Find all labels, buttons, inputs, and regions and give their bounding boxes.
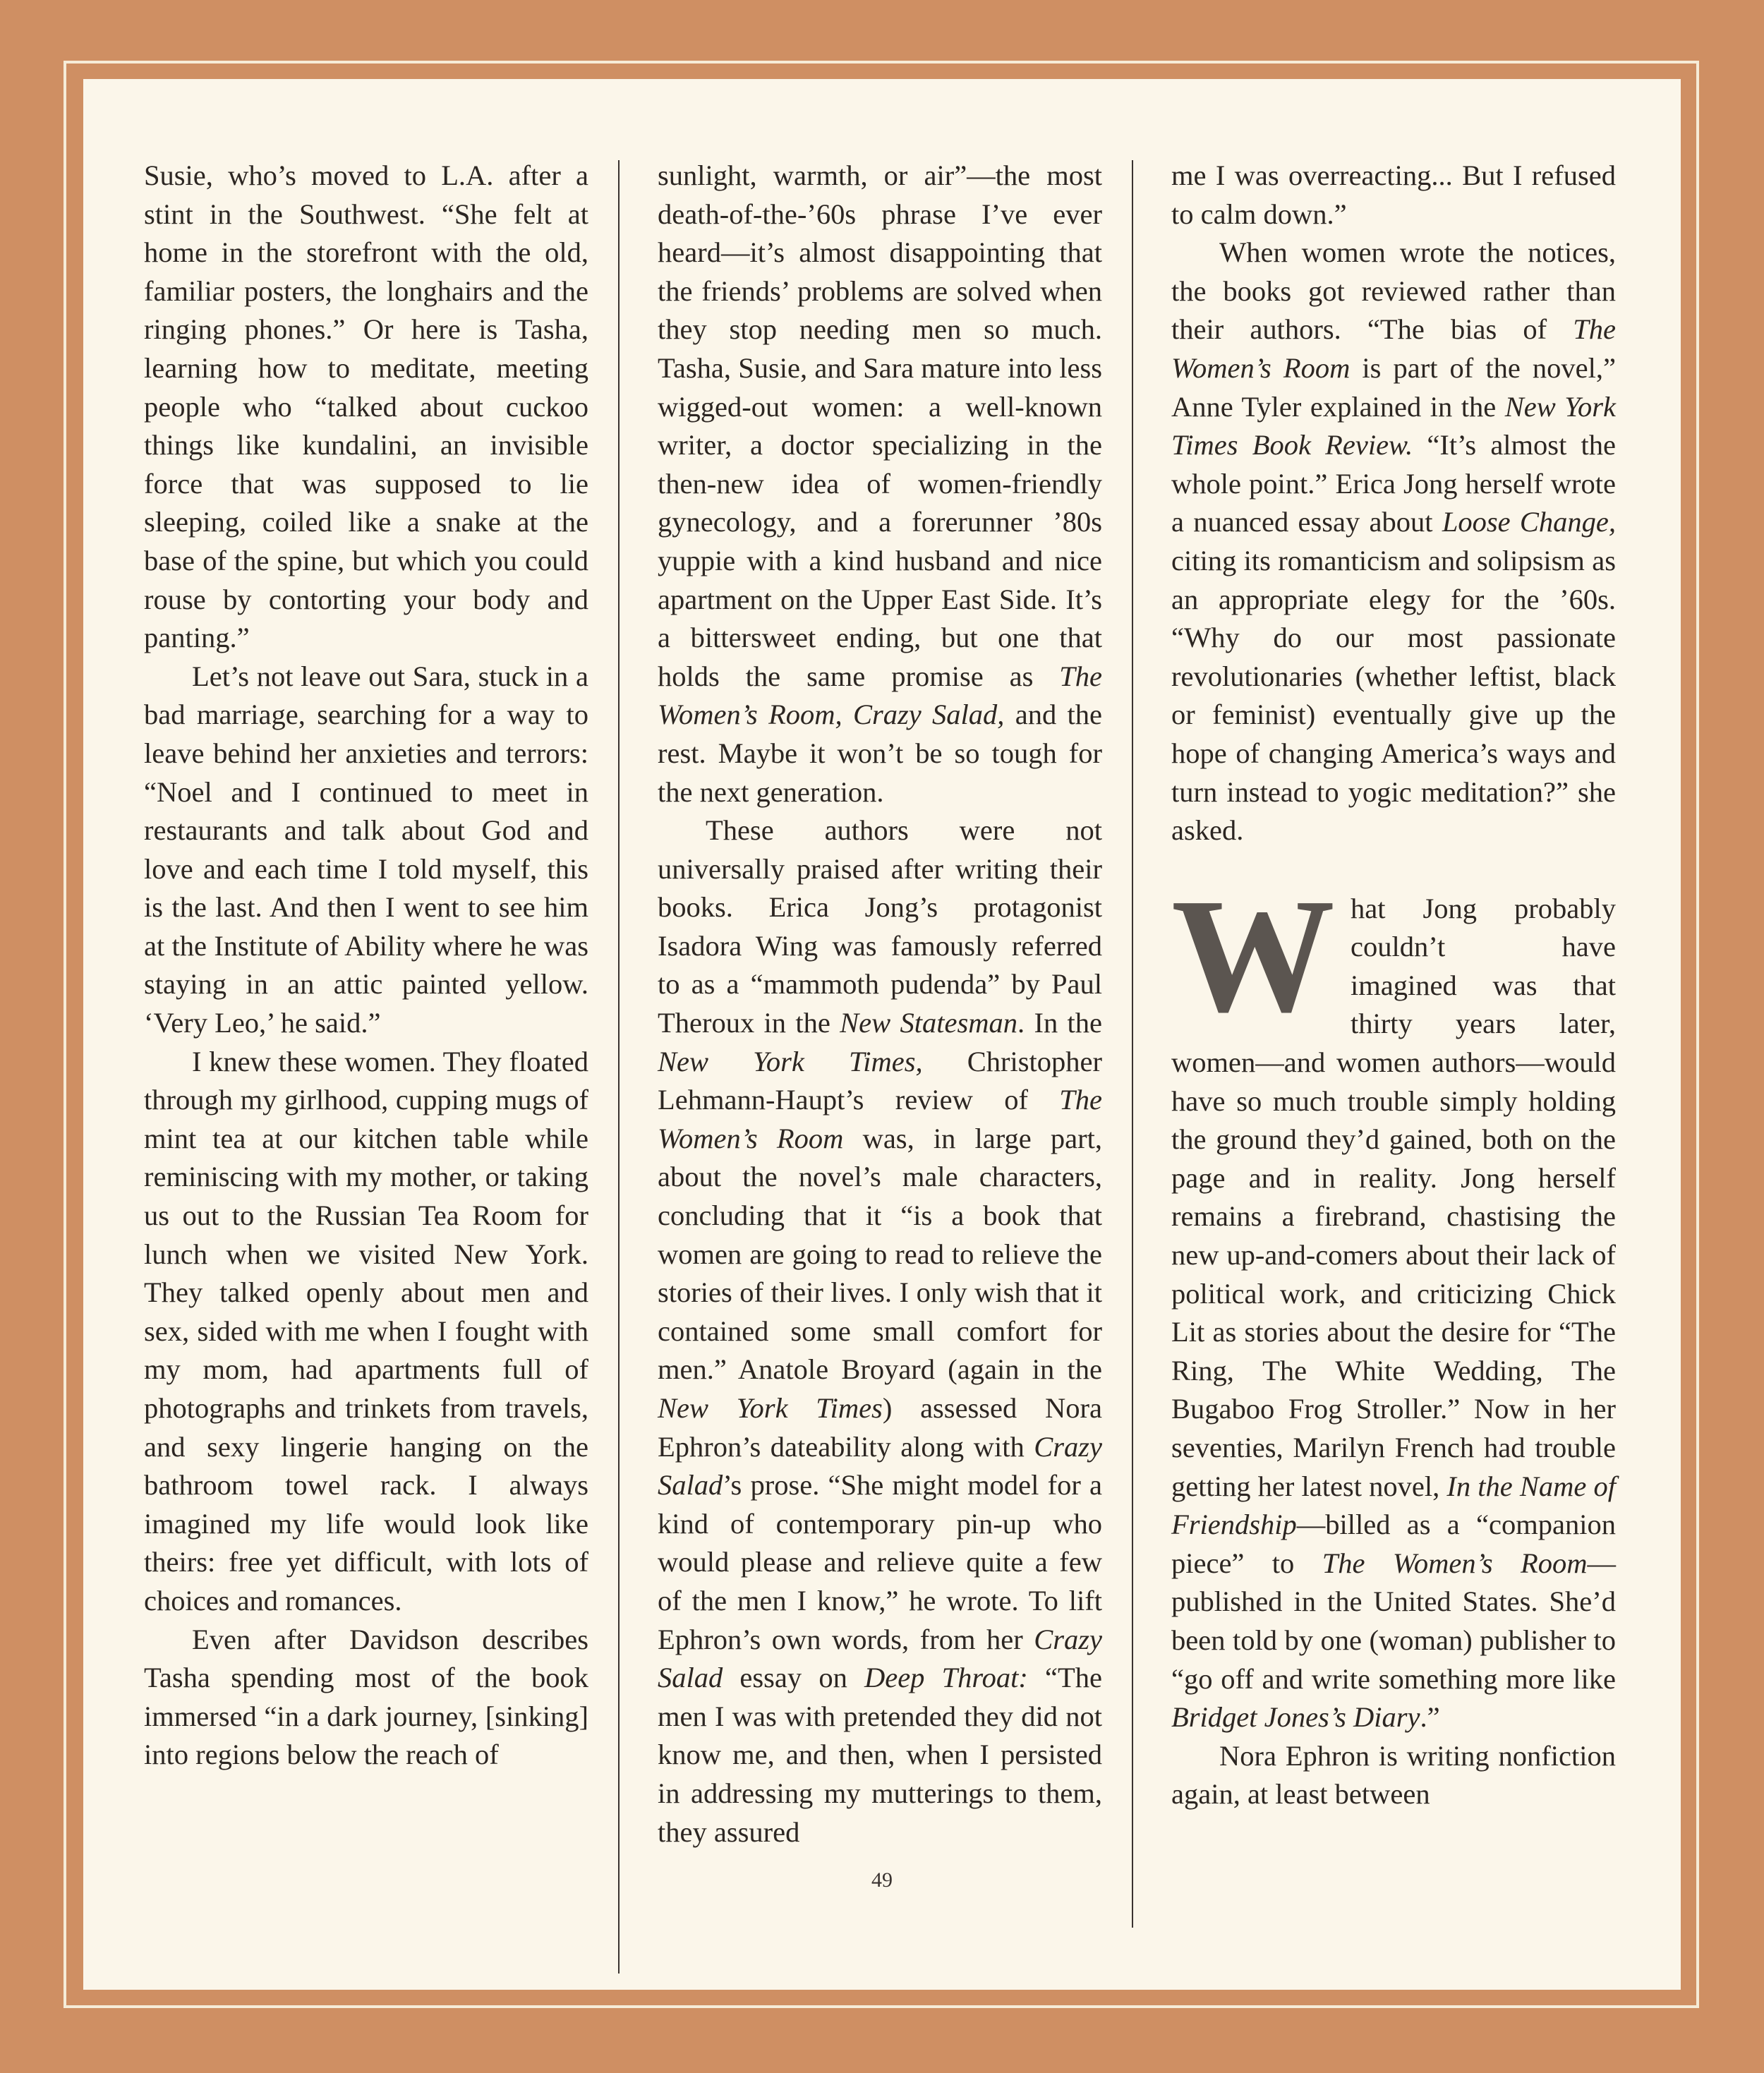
text-run: essay on [723, 1662, 864, 1694]
text-run: “It’s almost the whole point.” Erica Jong herself wrote a nuanced essay about [1171, 429, 1617, 538]
drop-cap: W [1171, 864, 1335, 1046]
text-column-3 [1171, 157, 1616, 1963]
text-run: sunlight, warmth, or air”—the most death-of-the-’60s phrase I’ve ever heard—it’s almost disappointing that the friends’ problems are solved when they stop needing men so much. Tasha, Susie, and Sara mature into less wigged-out women: a well-known writer, a doctor specializing in the then-new idea of women-friendly gynecology, and a forerunner ’80s yuppie with a kind husband and nice apartment on the Upper East Side. It’s a bittersweet ending, but one that holds the same promise as [658, 159, 1102, 692]
book-title: Crazy Salad [658, 1430, 1102, 1501]
paragraph [658, 157, 1102, 811]
text-run: was, in large part, about the novel’s male characters, concluding that it “is a book that women are going to read to relieve the stories of their lives. I only wish that it contained some small comfort for men.” Anatole Broyard (again in the [658, 1122, 1102, 1386]
book-title: Bridget Jones’s Diary [1171, 1701, 1420, 1734]
book-title: The Women’s Room [1322, 1547, 1588, 1579]
text-run: . In the [1017, 1007, 1102, 1039]
text-run: Christopher Lehmann-Haupt’s review of [658, 1045, 1102, 1116]
book-title: The Women’s Room [1171, 313, 1616, 384]
paragraph: Let’s not leave out Sara, stuck in a bad marriage, searching for a way to leave behind her anxieties and terrors: “Noel and I continued to meet in restaurants and talk about God and love and each time I told myself, this is the last. And then I went to see him at the Institute of Ability where he was staying in an attic painted yellow. ‘Very Leo,’ he said.” [144, 660, 588, 1039]
text-run: When women wrote the notices, the books got reviewed rather than their authors. “The bias of [1171, 236, 1616, 346]
paragraph: Nora Ephron is writing nonfiction again, at least between [1171, 1739, 1616, 1811]
essay-title: Deep Throat: [864, 1662, 1028, 1694]
column-divider [1132, 160, 1133, 1928]
publication-title: New York Times Book Review. [1171, 390, 1617, 461]
paragraph [1171, 864, 1616, 1737]
text-run: —billed as a “companion piece” to [1171, 1509, 1616, 1579]
text-run: citing its romanticism and solipsism as an appropriate elegy for the ’60s. “Why do our most passionate revolutionaries (whether leftist, black or feminist) eventually give up the hope of changing America’s ways and turn instead to yogic meditation?” she asked. [1171, 544, 1616, 847]
text-run: and the rest. Maybe it won’t be so tough for the next generation. [658, 699, 1102, 808]
text-run: .” [1420, 1701, 1440, 1734]
paragraph [1171, 234, 1616, 850]
publication-title: New Statesman [840, 1007, 1017, 1039]
column-divider [618, 160, 620, 1974]
book-title: Crazy Salad [658, 1623, 1102, 1694]
text-run: —published in the United States. She’d been told by one (woman) publisher to “go off and write something more like [1171, 1547, 1616, 1695]
text-column-2 [658, 157, 1102, 1963]
book-title: The Women’s Room [658, 1084, 1102, 1154]
book-title: In the Name of Friendship [1171, 1470, 1616, 1541]
paragraph: I knew these women. They floated through my girlhood, cupping mugs of mint tea at our kitchen table while reminiscing with my mother, or taking us out to the Russian Tea Room for lunch when we visited New York. They talked openly about men and sex, sided with me when I fought with my mom, had apartments full of photographs and trinkets from travels, and sexy lingerie hanging on the bathroom towel rack. I always imagined my life would look like theirs: free yet difficult, with lots of choices and romances. [144, 1045, 588, 1616]
magazine-page [83, 79, 1681, 1990]
paragraph: Even after Davidson describes Tasha spending most of the book immersed “in a dark journey, [sinking] into regions below the reach of [144, 1623, 588, 1771]
book-title: Loose Change, [1442, 506, 1617, 538]
text-run: ’s prose. “She might model for a kind of contemporary pin-up who would please and relieve quite a few of the men I know,” he wrote. To lift Ephron’s own words, from her [658, 1469, 1102, 1655]
text-column-1 [144, 157, 588, 1963]
text-run: These authors were not universally praised after writing their books. Erica Jong’s protagonist Isadora Wing was famously referred to as a “mammoth pudenda” by Paul Theroux in the [658, 814, 1102, 1039]
paragraph [658, 811, 1102, 1851]
publication-title: New York Times, [658, 1045, 923, 1077]
page-number: 49 [871, 1868, 893, 1892]
book-title: The Women’s Room, Crazy Salad, [658, 660, 1102, 731]
publication-title: New York Times [658, 1392, 883, 1424]
text-run: ) assessed Nora Ephron’s dateability along with [658, 1392, 1102, 1463]
text-run: “The men I was with pretended they did not know me, and then, when I persisted in addressing my mutterings to them, they assured [658, 1662, 1102, 1848]
paragraph: me I was overreacting... But I refused to calm down.” [1171, 159, 1616, 230]
text-run: is part of the novel,” Anne Tyler explained in the [1171, 351, 1616, 423]
text-run: hat Jong probably couldn’t have imagined was that thirty years later, women—and women authors—would have so much trouble simply holding the ground they’d gained, both on the page and in reality. Jong herself remains a firebrand, chastising the new up-and-comers about their lack of political work, and criticizing Chick Lit as stories about the desire for “The Ring, The White Wedding, The Bugaboo Frog Stroller.” Now in her seventies, Marilyn French had trouble getting her latest novel, [1171, 892, 1616, 1502]
paragraph: Susie, who’s moved to L.A. after a stint in the Southwest. “She felt at home in the storefront with the old, familiar posters, the longhairs and the ringing phones.” Or here is Tasha, learning how to meditate, meeting people who “talked about cuckoo things like kundalini, an invisible force that was supposed to lie sleeping, coiled like a snake at the base of the spine, but which you could rouse by contorting your body and panting.” [144, 159, 588, 654]
